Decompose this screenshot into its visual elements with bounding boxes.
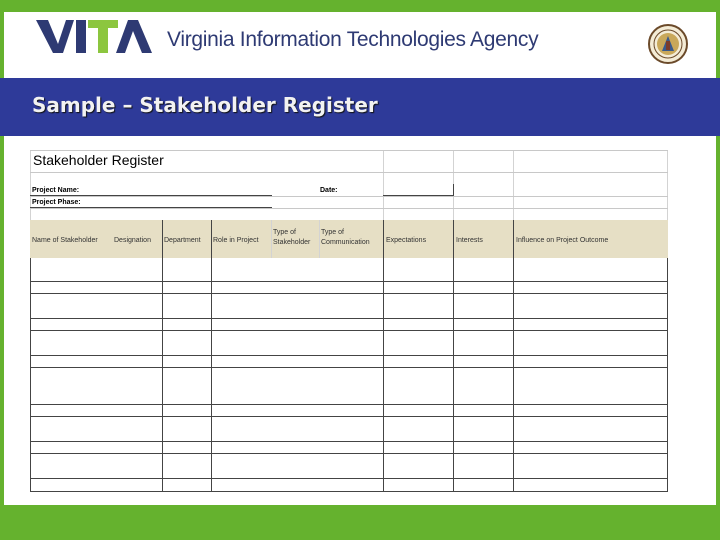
table-row (30, 367, 668, 368)
col-header-role: Role in Project (213, 237, 259, 244)
table-row (30, 355, 668, 356)
col-header-stakeholder-type: Type of Stakeholder (273, 229, 311, 246)
grid-line (30, 208, 668, 209)
table-row (30, 281, 668, 282)
col-header-department: Department (164, 237, 201, 244)
table-row (30, 441, 668, 442)
vita-logo (36, 12, 154, 54)
col-header-interests: Interests (456, 237, 483, 244)
table-row (30, 293, 668, 294)
date-label: Date: (320, 187, 338, 194)
table-row (30, 478, 668, 479)
table-col-line (271, 220, 272, 258)
register-title: Stakeholder Register (33, 152, 164, 168)
table-col-line (211, 220, 212, 492)
col-header-designation: Designation (114, 237, 151, 244)
top-green-bar (0, 0, 720, 12)
table-col-line (383, 220, 384, 492)
stakeholder-register-sheet (30, 150, 668, 492)
project-phase-label: Project Phase: (32, 199, 81, 206)
col-header-name: Name of Stakeholder (32, 237, 98, 244)
table-row (30, 404, 668, 405)
bottom-green-bar (0, 505, 720, 540)
agency-name: Virginia Information Technologies Agency (167, 28, 539, 51)
table-row (30, 416, 668, 417)
slide-title: Sample – Stakeholder Register (32, 93, 378, 117)
project-name-underline (30, 195, 272, 196)
project-name-label: Project Name: (32, 187, 80, 194)
table-col-line (453, 220, 454, 492)
table-row (30, 453, 668, 454)
col-header-communication-type: Type of Communication (321, 229, 370, 246)
grid-line (30, 196, 668, 197)
grid-line (30, 172, 668, 173)
table-col-line (513, 220, 514, 492)
table-row (30, 318, 668, 319)
table-col-line (319, 220, 320, 258)
col-header-influence: Influence on Project Outcome (516, 237, 609, 244)
grid-line (30, 150, 668, 151)
project-phase-underline (30, 207, 272, 208)
date-box-edge (453, 184, 454, 196)
date-underline (383, 195, 453, 196)
col-header-expectations: Expectations (386, 237, 427, 244)
virginia-state-seal-icon (648, 24, 688, 64)
table-col-line (162, 220, 163, 492)
table-row (30, 491, 668, 492)
table-row (30, 330, 668, 331)
